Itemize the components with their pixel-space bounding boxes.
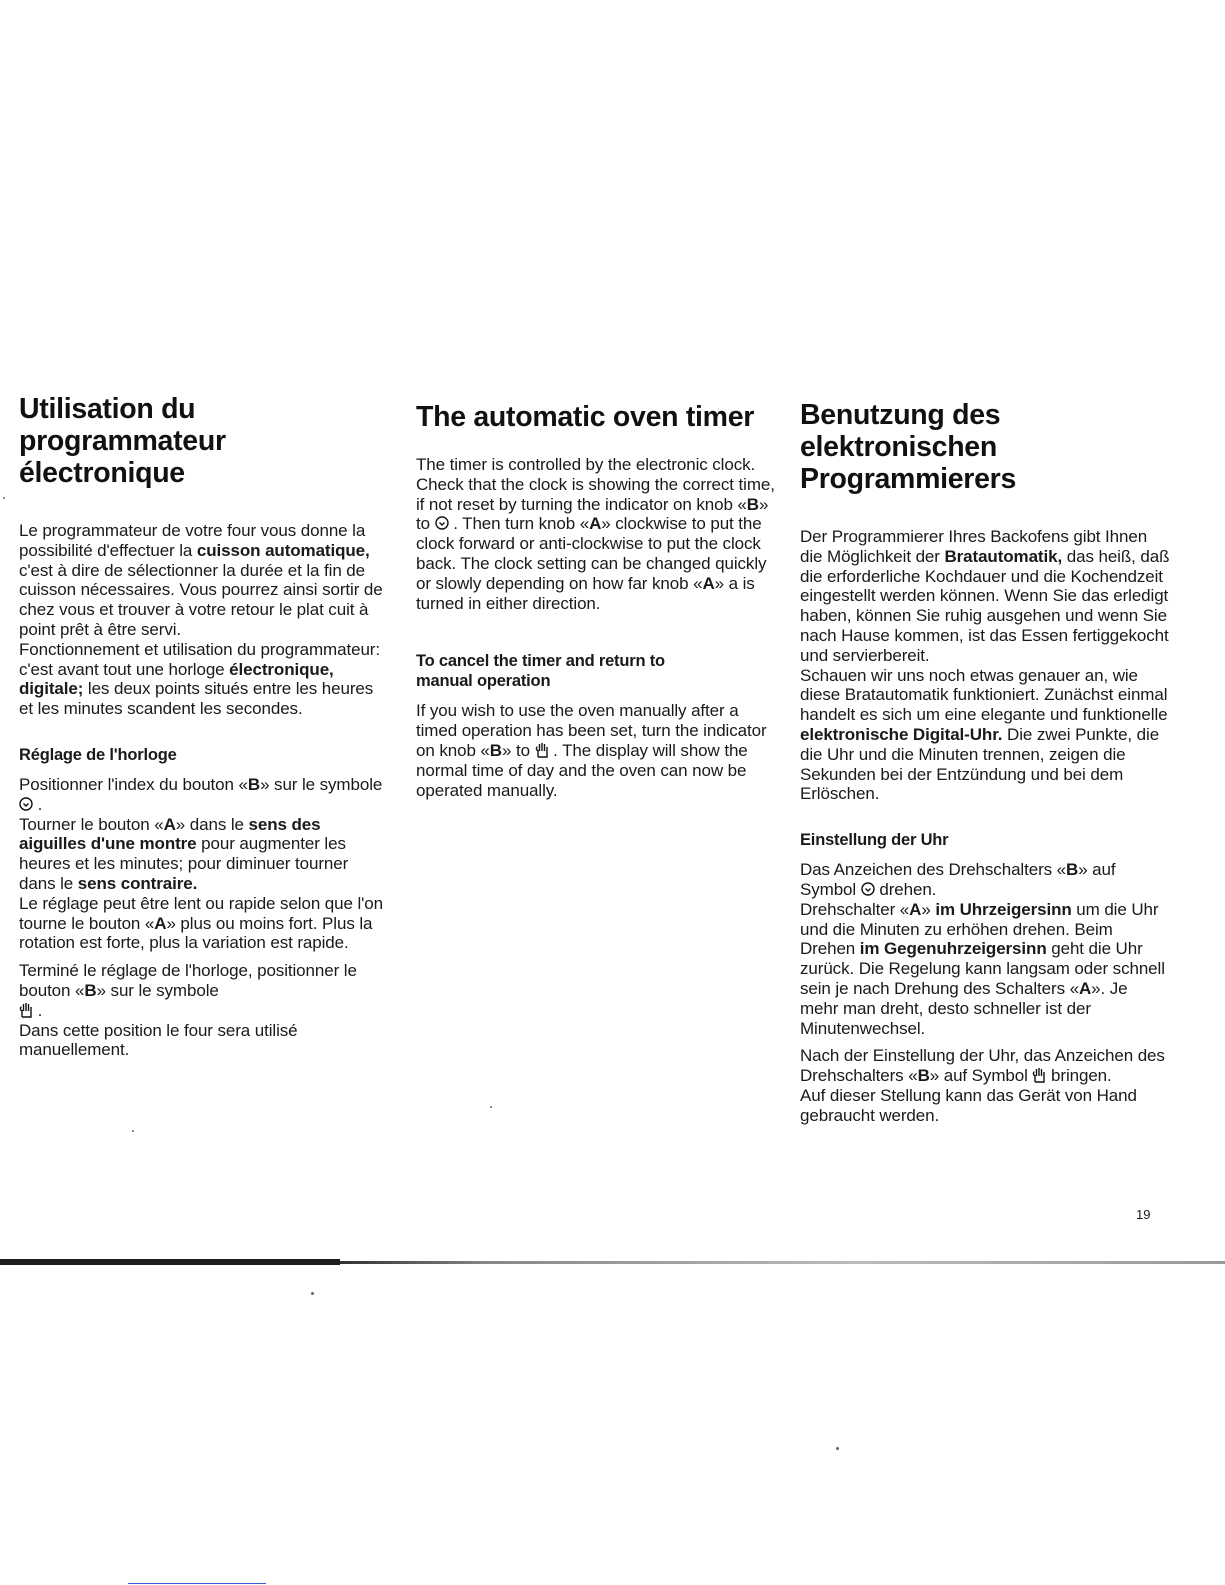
scan-speck [132,1130,134,1132]
column-french [19,393,384,1060]
bottom-edge-line [128,1583,266,1584]
fr-paragraph-5: Le réglage peut être lent ou rapide selon que l'on tourne le bouton «A» plus ou moins fort. Plus la rotation est forte, plus la variation est rapide. [19,893,384,953]
en-paragraph-3: If you wish to use the oven manually after a timed operation has been set, turn the indicator on knob «B» to . The display will show the normal time of day and the oven can now be operated manually. [416,701,767,800]
de-paragraph-4: Drehschalter «A» im Uhrzeigersinn um die Uhr und die Minuten zu erhöhen drehen. Beim Drehen im Gegenuhrzeigersinn geht die Uhr zurück. Die Regelung kann langsam oder schnell sein je nach Drehung des Schalters «A». Je mehr man dreht, desto schneller ist der Minutenwechsel. [800,899,1165,1038]
hand-icon [1032,1067,1046,1083]
title-french-line-2: programmateur [19,425,226,457]
clock-icon [435,516,449,530]
title-french [19,393,384,489]
en-paragraph-2: Check that the clock is showing the correct time, if not reset by turning the indicator on knob «B» to . Then turn knob «A» clockwise to put the clock forward or anti-clockwise to put the clock back. The clock setting can be changed quickly or slowly depending on how far knob «A» a is turned in either direction. [416,474,775,613]
title-german-line-2: elektronischen [800,431,997,463]
fr-paragraph-1: Le programmateur de votre four vous donne la possibilité d'effectuer la cuisson automatique, c'est à dire de sélectionner la durée et la fin de cuisson nécessaires. Vous pourrez ainsi sortir de chez vous et trouver à votre retour le plat cuit à point prêt à être servi. [19,521,383,639]
fr-paragraph-2: Fonctionnement et utilisation du programmateur: c'est avant tout une horloge électronique, digitale; les deux points situés entre les heures et les minutes scandent les secondes. [19,639,380,719]
scan-speck [3,497,5,499]
de-paragraph-5: Nach der Einstellung der Uhr, das Anzeichen des Drehschalters «B» auf Symbol bringen. [800,1046,1165,1086]
en-heading-cancel: To cancel the timer and return to manual operation [416,652,665,691]
scan-speck [311,1292,314,1295]
column-english [416,393,781,800]
de-paragraph-2: Schauen wir uns noch etwas genauer an, wie diese Bratautomatik funktioniert. Zunächst einmal handelt es sich um eine elegante und funktionelle elektronische Digital-Uhr. Die zwei Punkte, die die Uhr und die Minuten trennen, zeigen die Sekunden bei der Entzündung und bei dem Erlöschen. [800,665,1168,804]
column-german [800,393,1170,1126]
title-french-line-3: électronique [19,457,185,489]
title-french-line-1: Utilisation du [19,393,196,425]
hand-icon [535,742,549,758]
de-paragraph-3: Das Anzeichen des Drehschalters «B» auf Symbol drehen. [800,860,1116,899]
fr-paragraph-6: Terminé le réglage de l'horloge, positionner le bouton «B» sur le symbole . [19,961,357,1020]
fr-paragraph-4: Tourner le bouton «A» dans le sens des aiguilles d'une montre pour augmenter les heures et les minutes; pour diminuer tourner dans le sens contraire. [19,814,349,893]
title-german [800,399,1170,495]
title-german-line-3: Programmierers [800,463,1016,495]
de-paragraph-6: Auf dieser Stellung kann das Gerät von Hand gebraucht werden. [800,1085,1137,1125]
scan-speck [836,1447,839,1450]
scan-speck [490,1106,492,1108]
de-heading-clock: Einstellung der Uhr [800,831,949,850]
hand-icon [19,1002,33,1018]
fr-paragraph-7: Dans cette position le four sera utilisé manuellement. [19,1020,298,1060]
title-english: The automatic oven timer [416,401,755,433]
de-paragraph-1: Der Programmierer Ihres Backofens gibt Ihnen die Möglichkeit der Bratautomatik, das heiß, daß die erforderliche Kochdauer und die Kochendzeit eingestellt werden können. Wenn Sie das erledigt haben, können Sie ruhig ausgehen und wenn Sie nach Hause kommen, ist das Essen fertiggekocht und servierbereit. [800,527,1170,665]
clock-icon [861,882,875,896]
en-paragraph-1: The timer is controlled by the electronic clock. [416,455,756,474]
fr-heading-clock: Réglage de l'horloge [19,745,177,764]
clock-icon [19,797,33,811]
fr-paragraph-3: Positionner l'index du bouton «B» sur le symbole . [19,774,383,814]
bottom-rule-dark-segment [0,1259,340,1265]
title-german-line-1: Benutzung des [800,399,1001,431]
page-number: 19 [1136,1207,1151,1222]
